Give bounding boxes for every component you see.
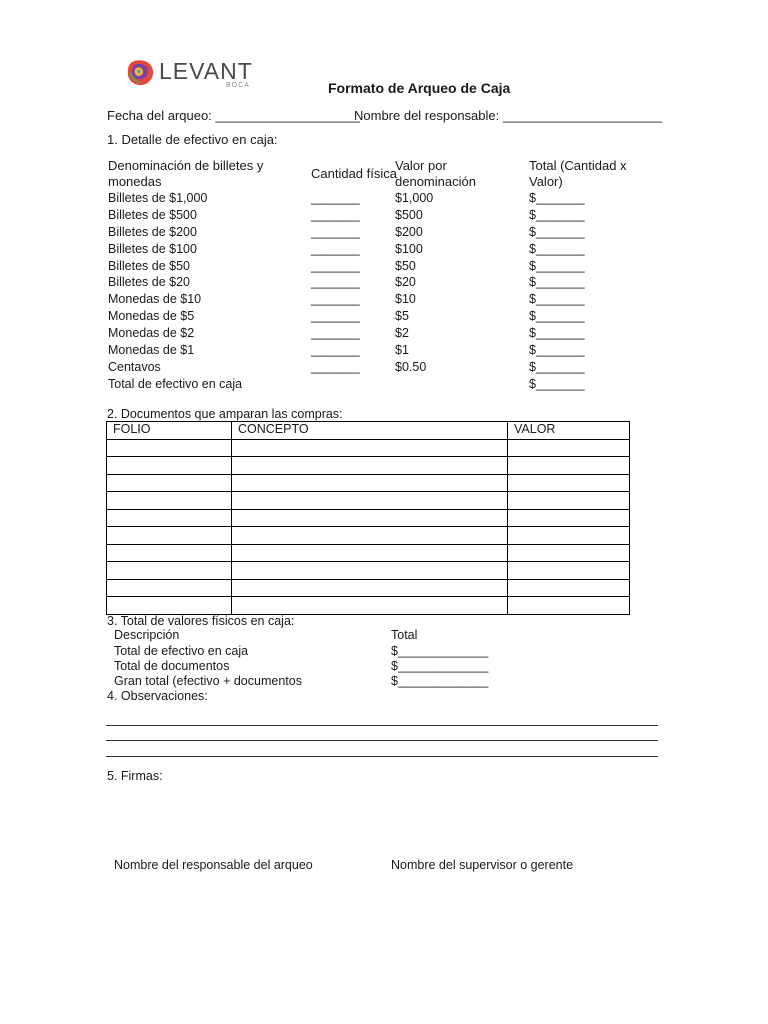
denomination-value: $1 (395, 343, 409, 357)
concepto-cell[interactable] (232, 544, 508, 562)
folio-cell[interactable] (107, 474, 232, 492)
denomination-name: Centavos (108, 360, 161, 374)
denomination-value: $2 (395, 326, 409, 340)
denomination-name: Billetes de $500 (108, 208, 197, 222)
concepto-cell[interactable] (232, 597, 508, 615)
quantity-blank[interactable]: _______ (311, 292, 360, 306)
total-blank[interactable]: $_______ (529, 309, 585, 323)
total-blank[interactable]: $_______ (529, 343, 585, 357)
observation-line[interactable] (106, 756, 658, 757)
col-total-header: Total (Cantidad x Valor) (529, 158, 627, 189)
folio-cell[interactable] (107, 544, 232, 562)
valor-cell[interactable] (508, 562, 630, 580)
col-folio-header: FOLIO (107, 422, 232, 440)
total-blank[interactable]: $_______ (529, 292, 585, 306)
denomination-name: Billetes de $1,000 (108, 191, 208, 205)
valor-cell[interactable] (508, 492, 630, 510)
total-blank[interactable]: $_______ (529, 225, 585, 239)
quantity-blank[interactable]: _______ (311, 309, 360, 323)
summary-value-blank[interactable]: $_____________ (391, 644, 489, 658)
concepto-cell[interactable] (232, 439, 508, 457)
valor-cell[interactable] (508, 439, 630, 457)
valor-cell[interactable] (508, 544, 630, 562)
table-row (107, 527, 630, 545)
summary-value-blank[interactable]: $_____________ (391, 659, 489, 673)
denomination-value: $20 (395, 275, 416, 289)
col-valor-header: VALOR (508, 422, 630, 440)
table-row (107, 579, 630, 597)
concepto-cell[interactable] (232, 562, 508, 580)
folio-cell[interactable] (107, 509, 232, 527)
section-1-heading: 1. Detalle de efectivo en caja: (107, 132, 278, 147)
quantity-blank[interactable]: _______ (311, 326, 360, 340)
folio-cell[interactable] (107, 562, 232, 580)
denomination-name: Billetes de $20 (108, 275, 191, 289)
denomination-name: Billetes de $200 (108, 225, 197, 239)
cash-row (0, 308, 768, 325)
concepto-cell[interactable] (232, 579, 508, 597)
section-4-heading: 4. Observaciones: (107, 689, 208, 703)
total-blank[interactable]: $_______ (529, 259, 585, 273)
cash-row (0, 224, 768, 241)
cash-row (0, 325, 768, 342)
col-concepto-header: CONCEPTO (232, 422, 508, 440)
valor-cell[interactable] (508, 457, 630, 475)
total-blank[interactable]: $_______ (529, 242, 585, 256)
valor-cell[interactable] (508, 527, 630, 545)
documents-table (106, 421, 630, 615)
logo-wordmark: LEVANT (159, 58, 253, 84)
quantity-blank[interactable]: _______ (311, 191, 360, 205)
quantity-blank[interactable]: _______ (311, 343, 360, 357)
total-blank[interactable]: $_______ (529, 326, 585, 340)
denomination-name: Billetes de $50 (108, 259, 191, 273)
denomination-name: Monedas de $1 (108, 343, 195, 357)
denomination-value: $1,000 (395, 191, 434, 205)
denomination-value: $5 (395, 309, 409, 323)
summary-label: Gran total (efectivo + documentos (114, 674, 302, 688)
valor-cell[interactable] (508, 579, 630, 597)
col-total-header: Total (391, 628, 418, 642)
denomination-value: $0.50 (395, 360, 427, 374)
section-3-heading: 3. Total de valores físicos en caja: (107, 614, 295, 628)
summary-label: Total de efectivo en caja (114, 644, 249, 658)
folio-cell[interactable] (107, 527, 232, 545)
table-row (107, 597, 630, 615)
folio-cell[interactable] (107, 439, 232, 457)
table-row (107, 439, 630, 457)
denomination-name: Monedas de $10 (108, 292, 202, 306)
denomination-name: Total de efectivo en caja (108, 377, 243, 391)
denomination-value: $100 (395, 242, 423, 256)
summary-label: Total de documentos (114, 659, 230, 673)
folio-cell[interactable] (107, 597, 232, 615)
quantity-blank[interactable]: _______ (311, 225, 360, 239)
page-title: Formato de Arqueo de Caja (328, 80, 511, 96)
signature-responsible-label: Nombre del responsable del arqueo (114, 858, 313, 872)
col-description-header: Descripción (114, 628, 180, 642)
total-blank[interactable]: $_______ (529, 275, 585, 289)
total-blank[interactable]: $_______ (529, 360, 585, 374)
quantity-blank[interactable]: _______ (311, 208, 360, 222)
cash-row (0, 207, 768, 224)
cash-row (0, 359, 768, 376)
table-row (107, 509, 630, 527)
total-blank[interactable]: $_______ (529, 208, 585, 222)
quantity-blank[interactable]: _______ (311, 360, 360, 374)
valor-cell[interactable] (508, 474, 630, 492)
denomination-name: Monedas de $5 (108, 309, 195, 323)
summary-value-blank[interactable]: $_____________ (391, 674, 489, 688)
quantity-blank[interactable]: _______ (311, 259, 360, 273)
logo-subtitle: BOCA (226, 82, 250, 89)
table-row (107, 492, 630, 510)
cash-total-row (0, 376, 768, 393)
valor-cell[interactable] (508, 509, 630, 527)
responsible-field-label[interactable]: Nombre del responsable: ______________________ (354, 108, 662, 123)
valor-cell[interactable] (508, 597, 630, 615)
concepto-cell[interactable] (232, 474, 508, 492)
table-row (107, 457, 630, 475)
col-value-header: Valor por denominación (395, 158, 476, 189)
cash-row (0, 342, 768, 359)
concepto-cell[interactable] (232, 492, 508, 510)
col-quantity-header: Cantidad física (311, 166, 397, 181)
denomination-value: $200 (395, 225, 423, 239)
folio-cell[interactable] (107, 579, 232, 597)
folio-cell[interactable] (107, 457, 232, 475)
cash-row (0, 241, 768, 258)
total-blank[interactable]: $_______ (529, 191, 585, 205)
denomination-value: $500 (395, 208, 423, 222)
levant-logo-icon (126, 58, 156, 88)
observation-line[interactable] (106, 725, 658, 726)
cash-row (0, 274, 768, 291)
concepto-cell[interactable] (232, 457, 508, 475)
denomination-value: $10 (395, 292, 416, 306)
table-row (107, 544, 630, 562)
table-header-row (107, 422, 630, 440)
table-row (107, 562, 630, 580)
observation-line[interactable] (106, 740, 658, 741)
signature-supervisor-label: Nombre del supervisor o gerente (391, 858, 574, 872)
total-blank[interactable]: $_______ (529, 377, 585, 391)
quantity-blank[interactable]: _______ (311, 242, 360, 256)
folio-cell[interactable] (107, 492, 232, 510)
denomination-value: $50 (395, 259, 416, 273)
cash-row (0, 258, 768, 275)
quantity-blank[interactable]: _______ (311, 275, 360, 289)
cash-row (0, 190, 768, 207)
denomination-name: Monedas de $2 (108, 326, 195, 340)
section-5-heading: 5. Firmas: (107, 769, 163, 783)
section-2-heading: 2. Documentos que amparan las compras: (107, 407, 343, 421)
cash-row (0, 291, 768, 308)
table-row (107, 474, 630, 492)
date-field-label[interactable]: Fecha del arqueo: ____________________ (107, 108, 361, 123)
denomination-name: Billetes de $100 (108, 242, 197, 256)
concepto-cell[interactable] (232, 509, 508, 527)
concepto-cell[interactable] (232, 527, 508, 545)
col-denomination-header: Denominación de billetes y monedas (108, 158, 264, 189)
